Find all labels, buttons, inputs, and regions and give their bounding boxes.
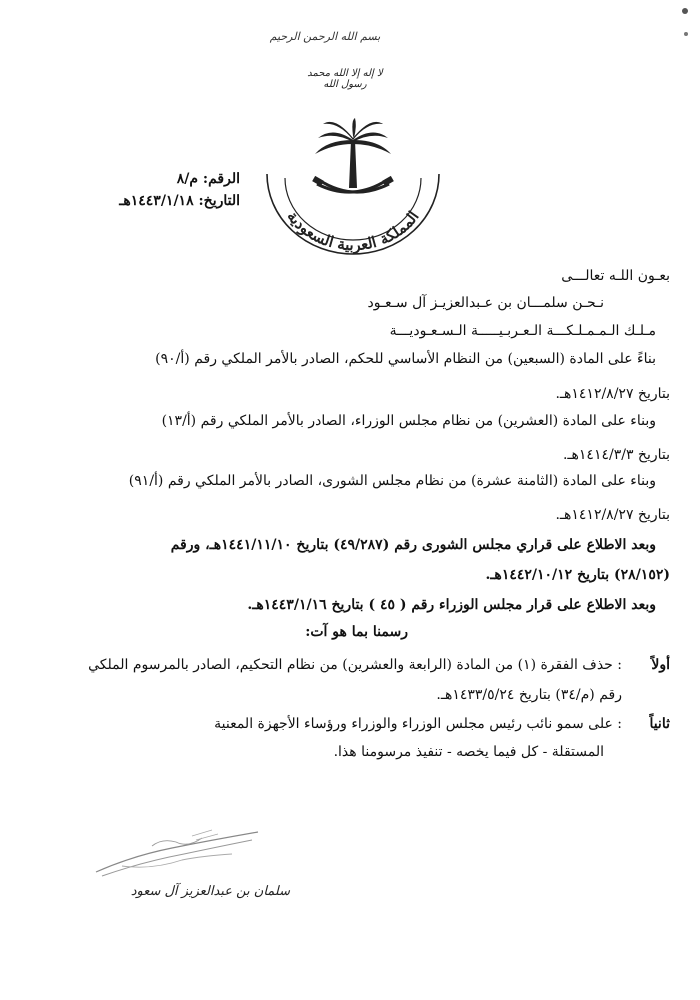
saudi-emblem-icon bbox=[263, 118, 443, 258]
intro-king-name: نـحـن سلمـــان بن عـبدالعزيـز آل سـعـود bbox=[367, 295, 604, 311]
decree-reference bbox=[30, 168, 240, 212]
decree-number: الرقم: م/٨ bbox=[176, 171, 240, 187]
shahada-calligraphy: لا إله إلا الله محمد رسول الله bbox=[307, 68, 383, 90]
clause-1-line: رقم (م/٣٤) بتاريخ ١٤٣٣/٥/٢٤هـ. bbox=[436, 687, 622, 703]
handwritten-signature-icon bbox=[92, 826, 262, 882]
scan-speck bbox=[682, 8, 688, 14]
emblem-arc-text: المملكة العربية السعودية bbox=[283, 207, 423, 255]
clause-1-label: أولاً bbox=[651, 657, 670, 673]
basmala: بسم الله الرحمن الرحيم bbox=[269, 30, 381, 43]
intro-king-title: مـلـك الـمـمـلـكـــة الـعـربـيـــــة الـسـعـوديـــة bbox=[389, 323, 656, 339]
intro-invocation: بعـون اللـه تعالـــى bbox=[561, 268, 670, 284]
paragraph-line: بناءً على المادة (السبعين) من النظام الأساسي للحكم، الصادر بالأمر الملكي رقم (أ/٩٠) bbox=[155, 351, 656, 367]
paragraph-line: وبناء على المادة (الثامنة عشرة) من نظام مجلس الشورى، الصادر بالأمر الملكي رقم (أ/٩١) bbox=[128, 473, 656, 489]
paragraph-line: وبناء على المادة (العشرين) من نظام مجلس الوزراء، الصادر بالأمر الملكي رقم (أ/١٣) bbox=[161, 413, 656, 429]
paragraph-line: بتاريخ ١٤١٢/٨/٢٧هـ. bbox=[555, 386, 670, 402]
paragraph-line: وبعد الاطلاع على قرار مجلس الوزراء رقم ( ٤٥ ) بتاريخ ١٤٤٣/١/١٦هـ. bbox=[247, 597, 656, 613]
clause-2-line: المستقلة - كل فيما يخصه - تنفيذ مرسومنا هذا. bbox=[333, 744, 604, 760]
decree-enactment: رسمنا بما هو آت: bbox=[305, 624, 408, 640]
signatory-name: سلمان بن عبدالعزيز آل سعود bbox=[130, 884, 290, 899]
clause-1-line: : حذف الفقرة (١) من المادة (الرابعة والعشرين) من نظام التحكيم، الصادر بالمرسوم الملكي bbox=[88, 657, 622, 673]
paragraph-line: وبعد الاطلاع على قراري مجلس الشورى رقم (٤٩/٢٨٧) بتاريخ ١٤٤١/١١/١٠هـ، ورقم bbox=[170, 537, 656, 553]
paragraph-line: بتاريخ ١٤١٢/٨/٢٧هـ. bbox=[555, 507, 670, 523]
scan-speck bbox=[684, 32, 688, 36]
paragraph-line: بتاريخ ١٤١٤/٣/٣هـ. bbox=[562, 447, 670, 463]
clause-2-label: ثانياً bbox=[649, 716, 670, 732]
clause-2-line: : على سمو نائب رئيس مجلس الوزراء والوزراء ورؤساء الأجهزة المعنية bbox=[214, 716, 622, 732]
paragraph-line: (٢٨/١٥٢) بتاريخ ١٤٤٢/١٠/١٢هـ. bbox=[485, 567, 670, 583]
decree-date: التاريخ: ١٤٤٣/١/١٨هـ bbox=[119, 193, 240, 209]
svg-text:المملكة العربية السعودية bbox=[283, 208, 422, 255]
